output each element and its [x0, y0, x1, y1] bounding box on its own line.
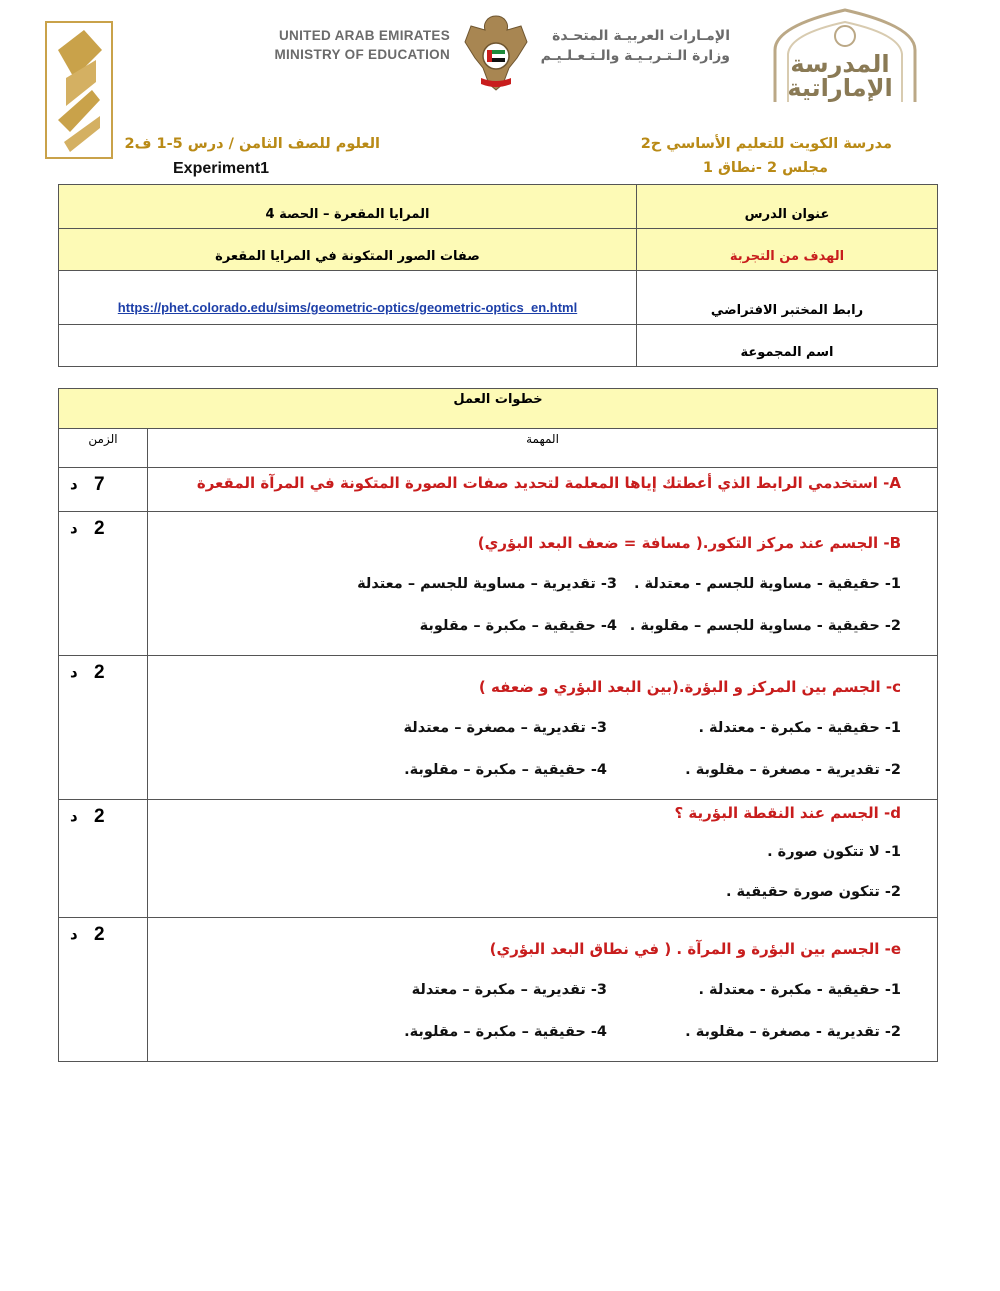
answer-option[interactable]: 3- تقديرية – مكبرة – معتدلة: [411, 982, 607, 998]
time-unit: د: [70, 519, 78, 537]
time-column-header: الزمن: [59, 429, 148, 468]
answer-option[interactable]: 4- حقيقية – مكبرة – مقلوبة: [419, 618, 617, 634]
answer-option[interactable]: 2- تتكون صورة حقيقية .: [725, 884, 901, 900]
answer-option[interactable]: 1- حقيقية - مكبرة - معتدلة .: [698, 982, 901, 998]
task-time-value: 7: [94, 474, 105, 495]
task-question: e- الجسم بين البؤرة و المرآة . ( في نطاق البعد البؤري): [489, 940, 901, 958]
answer-option[interactable]: 3- تقديرية – مصغرة – معتدلة: [403, 720, 607, 736]
answer-option[interactable]: 3- تقديرية – مساوية للجسم – معتدلة: [357, 576, 617, 592]
task-question: c- الجسم بين المركز و البؤرة.(بين البعد البؤري و ضعفه ): [478, 678, 901, 696]
task-time-value: 2: [94, 662, 105, 683]
task-time-value: 2: [94, 518, 105, 539]
answer-option[interactable]: 4- حقيقية – مكبرة – مقلوبة.: [404, 762, 607, 778]
task-row-c: [59, 656, 938, 800]
subject-lesson-line: العلوم للصف الثامن / درس 5-1 ف2: [124, 136, 380, 152]
school-name: مدرسة الكويت للتعليم الأساسي ح2: [640, 136, 892, 152]
answer-option[interactable]: 1- لا تتكون صورة .: [767, 844, 901, 860]
group-name-value[interactable]: [59, 325, 637, 367]
lesson-info-table: [58, 184, 938, 367]
answer-option[interactable]: 1- حقيقية - مساوية للجسم - معتدلة .: [633, 576, 901, 592]
uae-emblem-icon: [461, 12, 531, 92]
group-name-label: اسم المجموعة: [637, 325, 938, 367]
virtual-lab-link[interactable]: https://phet.colorado.edu/sims/geometric-optics/geometric-optics_en.html: [117, 300, 578, 315]
virtual-lab-row: [59, 271, 938, 325]
answer-option[interactable]: 2- تقديرية - مصغرة – مقلوبة .: [685, 1024, 901, 1040]
school-logo-line2: الإماراتية: [787, 74, 893, 102]
work-steps-title: خطوات العمل: [59, 389, 938, 429]
task-row-b: [59, 512, 938, 656]
task-question: A- استخدمي الرابط الذي أعطتك إياها المعلمة لتحديد صفات الصورة المتكونة في المرآة المقعرة: [196, 474, 901, 492]
task-row-e: [59, 918, 938, 1062]
time-unit: د: [70, 925, 78, 943]
task-row-a: [59, 468, 938, 512]
experiment-goal-value: صفات الصور المتكونة في المرايا المقعرة: [59, 229, 637, 271]
uae-title-ar: الإمـارات العربيـة المتحـدة: [552, 28, 730, 44]
answer-option[interactable]: 1- حقيقية - مكبرة - معتدلة .: [698, 720, 901, 736]
experiment-label: Experiment1: [173, 160, 270, 177]
task-time-value: 2: [94, 806, 105, 827]
answer-option[interactable]: 4- حقيقية – مكبرة – مقلوبة.: [404, 1024, 607, 1040]
work-steps-table: [58, 388, 938, 1062]
task-question: d- الجسم عند النقطة البؤرية ؟: [674, 804, 901, 822]
time-unit: د: [70, 475, 78, 493]
answer-option[interactable]: 2- تقديرية - مصغرة – مقلوبة .: [685, 762, 901, 778]
answer-option[interactable]: 2- حقيقية - مساوية للجسم – مقلوبة .: [629, 618, 901, 634]
lesson-title-value: المرايا المقعرة – الحصة 4: [59, 185, 637, 229]
time-unit: د: [70, 807, 78, 825]
uae-title-en: UNITED ARAB EMIRATES: [279, 28, 450, 43]
task-row-d: [59, 800, 938, 918]
ministry-title-ar: وزارة الـتـربـيـة والـتـعـلـيـم: [540, 48, 730, 64]
lesson-title-label: عنوان الدرس: [637, 185, 938, 229]
task-column-header: المهمة: [148, 429, 938, 468]
ministry-calligraphy-logo: [44, 20, 114, 160]
council-zone: مجلس 2 -نطاق 1: [702, 160, 828, 176]
experiment-goal-row: [59, 229, 938, 271]
ministry-title-en: MINISTRY OF EDUCATION: [274, 47, 450, 62]
task-time-value: 2: [94, 924, 105, 945]
virtual-lab-label: رابط المختبر الافتراضي: [637, 271, 938, 325]
group-name-row: [59, 325, 938, 367]
task-question: B- الجسم عند مركز التكور.( مسافة = ضعف البعد البؤري): [477, 534, 901, 552]
experiment-goal-label: الهدف من التجربة: [637, 229, 938, 271]
lesson-title-row: [59, 185, 938, 229]
time-unit: د: [70, 663, 78, 681]
school-logo-line1: المدرسة: [790, 50, 890, 78]
